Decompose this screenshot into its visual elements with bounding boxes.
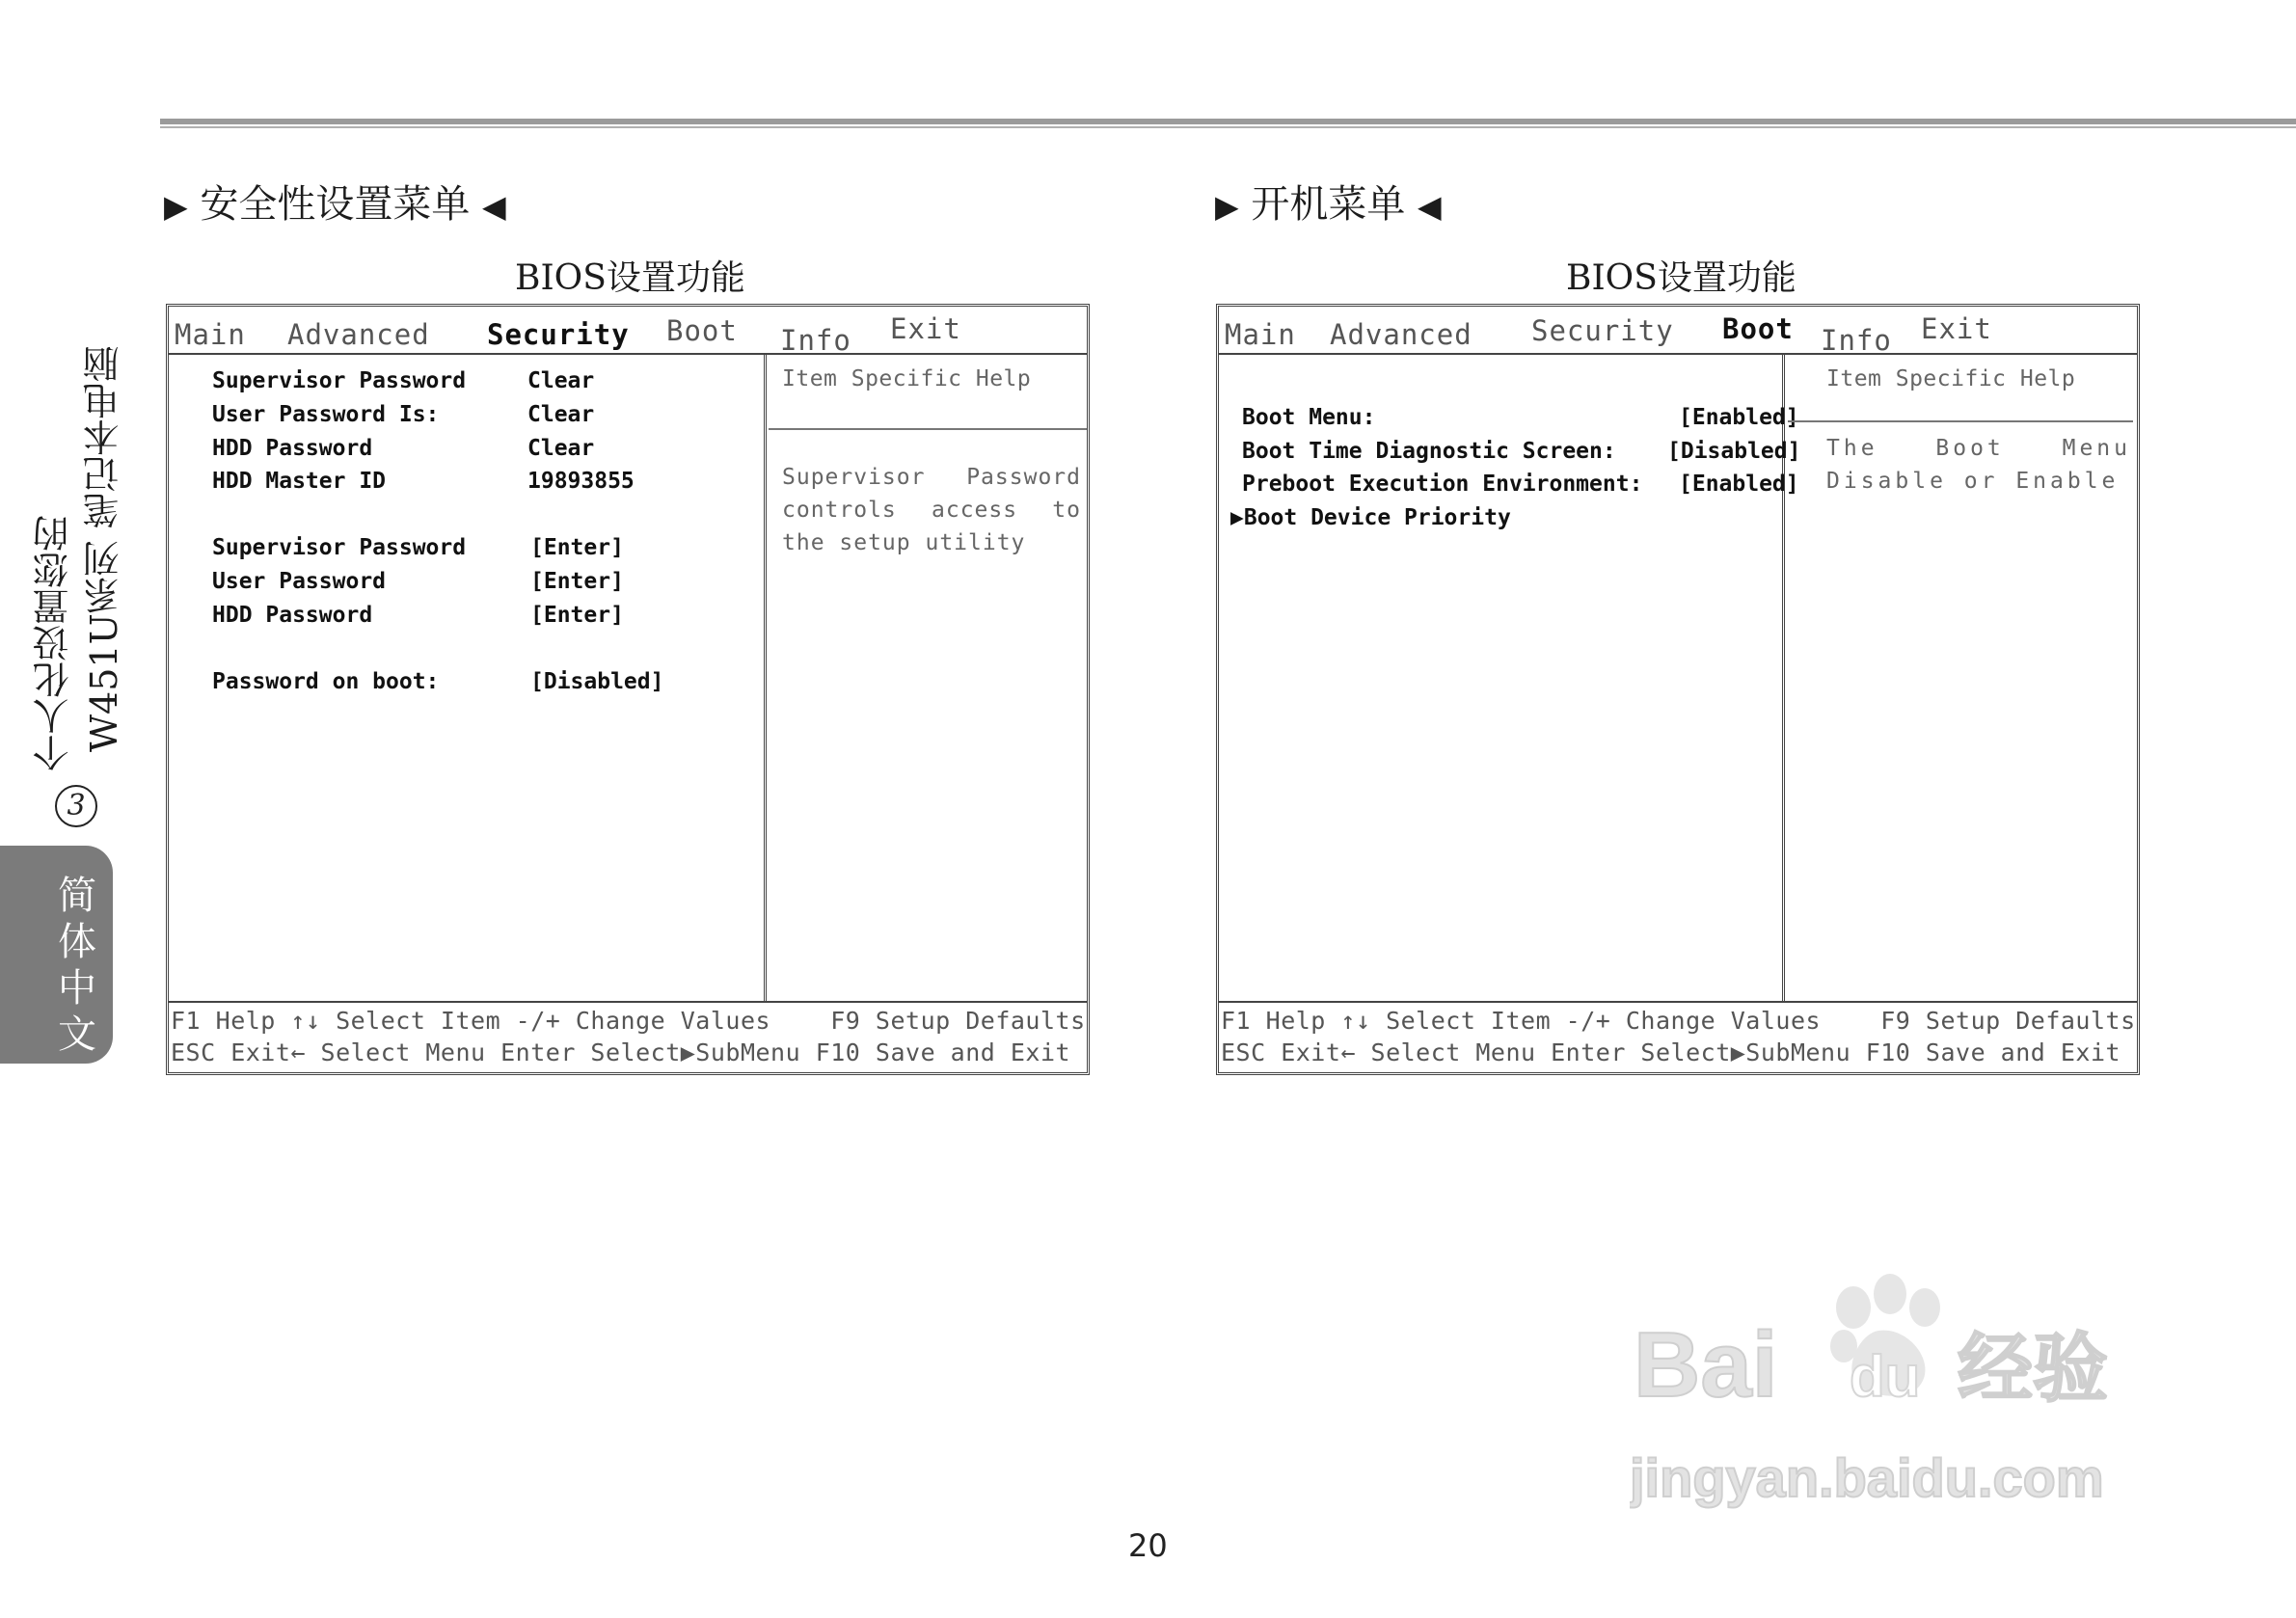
watermark-brand-du: du	[1850, 1344, 1921, 1409]
top-rule-thin	[160, 126, 2296, 128]
tab-security[interactable]: Security	[1531, 314, 1674, 347]
side-model-title: W451U系列 笔记本电脑	[83, 345, 125, 752]
boot-device-priority-submenu[interactable]: ▶Boot Device Priority	[1230, 505, 1511, 530]
triangle-left-icon: ◀	[1418, 188, 1442, 225]
bios-key-legend	[169, 1001, 1087, 1072]
key-legend-line-1: F1 Help ↑↓ Select Item -/+ Change Values F9 Setup Defaults	[171, 1007, 1086, 1035]
hdd-password-option[interactable]: HDD Password [Enter]	[212, 603, 624, 628]
chapter-number: 3	[55, 785, 97, 827]
bios-caption-left: BIOS设置功能	[515, 258, 745, 298]
boot-bios-screen	[1216, 304, 2140, 1075]
key-legend-line-2: ESC Exit← Select Menu Enter Select▶SubMenu F10 Save and Exit	[1221, 1038, 2121, 1066]
page-number: 20	[1128, 1527, 1168, 1564]
help-text: Supervisor Password controls access to the setup utility	[782, 465, 1081, 555]
setting-row: HDD Master ID 19893855	[212, 469, 635, 494]
tab-advanced[interactable]: Advanced	[1330, 318, 1472, 351]
bios-caption-right: BIOS设置功能	[1566, 258, 1796, 298]
bios-key-legend	[1219, 1001, 2137, 1072]
paw-logo-icon	[1630, 1273, 2170, 1524]
help-separator	[769, 428, 1087, 430]
security-menu-heading: ▶ 安全性设置菜单 ◀	[164, 182, 506, 227]
language-tab: 简 体 中 文	[0, 846, 113, 1064]
pane-divider	[764, 353, 767, 1003]
boot-menu-heading: ▶ 开机菜单 ◀	[1215, 182, 1442, 227]
tab-advanced[interactable]: Advanced	[287, 318, 430, 351]
key-legend-line-1: F1 Help ↑↓ Select Item -/+ Change Values F9 Setup Defaults	[1221, 1007, 2136, 1035]
baidu-watermark	[1630, 1273, 2170, 1527]
tab-exit[interactable]: Exit	[1921, 312, 1992, 345]
preboot-execution-option[interactable]: Preboot Execution Environment: [Enabled]	[1242, 472, 1799, 497]
top-rule	[160, 119, 2296, 124]
tab-boot[interactable]: Boot	[1722, 312, 1794, 345]
side-subtitle: 个人化设置您的	[33, 515, 75, 771]
bios-menu-bar	[1219, 307, 2137, 355]
tab-exit[interactable]: Exit	[890, 312, 961, 345]
tab-security[interactable]: Security	[487, 318, 630, 351]
help-separator	[1788, 420, 2133, 422]
triangle-left-icon: ◀	[482, 188, 506, 225]
tab-main[interactable]: Main	[1225, 318, 1296, 351]
bios-menu-bar	[169, 307, 1087, 355]
key-legend-line-2: ESC Exit← Select Menu Enter Select▶SubMenu F10 Save and Exit	[171, 1038, 1071, 1066]
setting-row: HDD Password Clear	[212, 436, 595, 461]
password-on-boot-option[interactable]: Password on boot: [Disabled]	[212, 669, 664, 694]
setting-row: User Password Is: Clear	[212, 402, 595, 427]
setting-row: Supervisor Password Clear	[212, 368, 595, 393]
security-bios-screen	[166, 304, 1090, 1075]
supervisor-password-option[interactable]: Supervisor Password [Enter]	[212, 535, 624, 560]
watermark-url: jingyan.baidu.com	[1630, 1447, 2104, 1508]
boot-diagnostic-option[interactable]: Boot Time Diagnostic Screen: [Disabled]	[1242, 439, 1801, 464]
help-title: Item Specific Help	[782, 366, 1032, 391]
tab-info[interactable]: Info	[780, 324, 851, 357]
triangle-right-icon: ▶	[1215, 188, 1239, 225]
tab-main[interactable]: Main	[175, 318, 246, 351]
boot-menu-option[interactable]: Boot Menu: [Enabled]	[1242, 405, 1799, 430]
help-text: The Boot Menu Disable or Enable	[1826, 436, 2131, 494]
tab-info[interactable]: Info	[1821, 324, 1892, 357]
watermark-brand: Bai	[1634, 1313, 1778, 1416]
triangle-right-icon: ▶	[164, 188, 188, 225]
user-password-option[interactable]: User Password [Enter]	[212, 569, 624, 594]
tab-boot[interactable]: Boot	[666, 314, 738, 347]
help-title: Item Specific Help	[1826, 366, 2076, 391]
watermark-brand-cn: 经验	[1958, 1326, 2109, 1413]
